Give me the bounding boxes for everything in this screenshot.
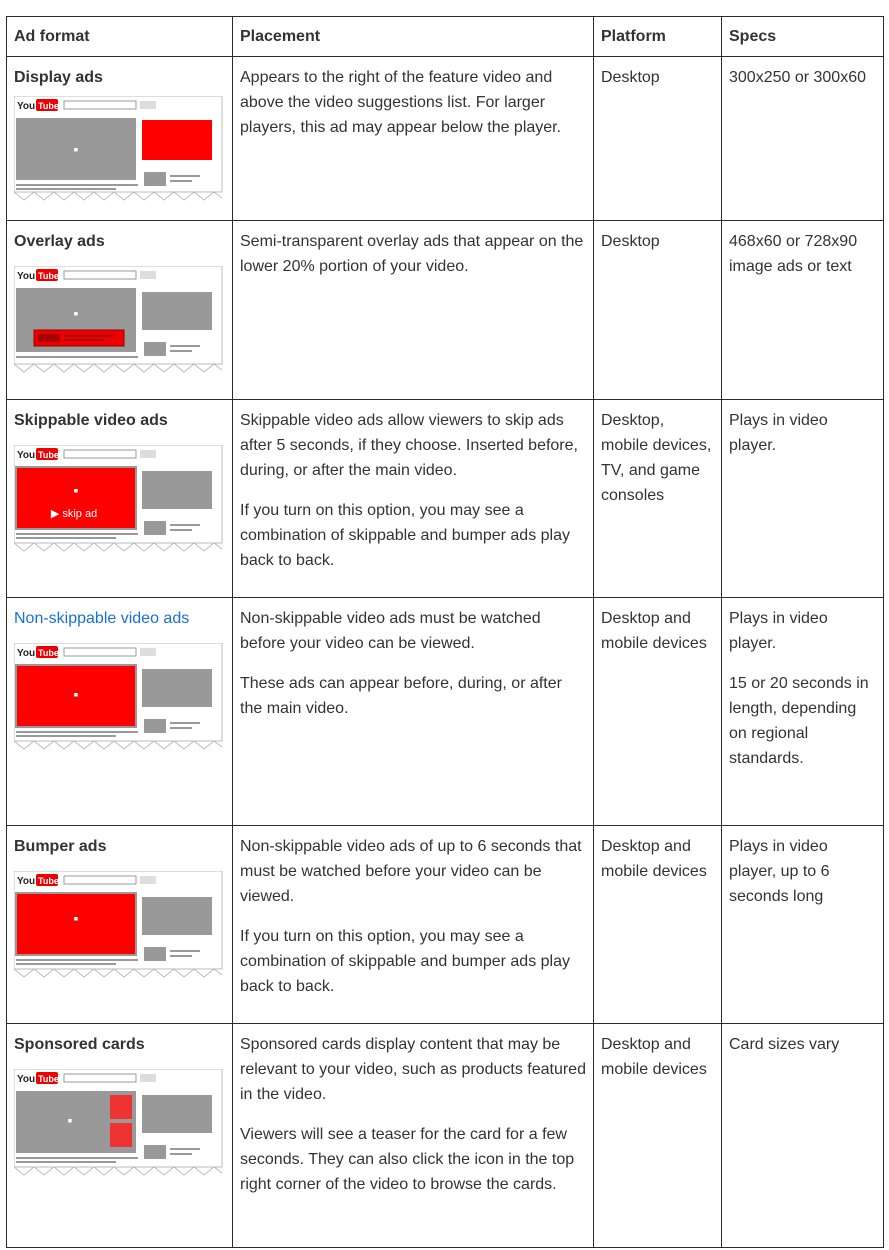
specs-cell: [722, 221, 884, 400]
placement-text: Non-skippable video ads of up to 6 seconds that must be watched before your video can be viewed.: [240, 838, 582, 905]
table-row: [7, 1024, 884, 1248]
placement-text: These ads can appear before, during, or after the main video.: [240, 675, 562, 717]
specs-text: 300x250 or 300x60: [729, 69, 866, 86]
ad-format-cell: [7, 826, 233, 1024]
svg-text:You: You: [17, 1074, 36, 1085]
placement-cell: [233, 400, 594, 598]
specs-text: Plays in video player.: [729, 412, 828, 454]
ad-format-cell: [7, 1024, 233, 1248]
ad-format-cell: [7, 400, 233, 598]
header-platform: Platform: [594, 17, 722, 57]
specs-cell: [722, 598, 884, 826]
svg-text:You: You: [17, 876, 36, 887]
placement-text: Viewers will see a teaser for the card for a few seconds. They can also click the icon in the top right corner of the video to browse the cards.: [240, 1126, 575, 1193]
ad-format-name: Overlay ads: [14, 233, 105, 250]
table-row: [7, 598, 884, 826]
ad-format-cell: [7, 598, 233, 826]
placement-text: If you turn on this option, you may see a combination of skippable and bumper ads play back to back.: [240, 928, 570, 995]
header-ad-format: Ad format: [7, 17, 233, 57]
platform-cell: Desktop and mobile devices: [594, 826, 722, 1024]
specs-cell: [722, 1024, 884, 1248]
non-skippable-ad-illustration: [14, 643, 224, 755]
skippable-ad-illustration: [14, 445, 224, 557]
svg-text:▪: ▪: [73, 482, 79, 498]
table-row: [7, 57, 884, 221]
table-row: [7, 400, 884, 598]
overlay-ad-illustration: [14, 266, 224, 378]
specs-text: Plays in video player, up to 6 seconds long: [729, 838, 830, 905]
specs-cell: [722, 826, 884, 1024]
svg-text:Tube: Tube: [38, 450, 59, 460]
svg-text:Tube: Tube: [38, 101, 59, 111]
specs-text: Card sizes vary: [729, 1036, 840, 1053]
platform-cell: Desktop and mobile devices: [594, 1024, 722, 1248]
svg-text:Tube: Tube: [38, 648, 59, 658]
svg-text:Tube: Tube: [38, 271, 59, 281]
specs-cell: [722, 400, 884, 598]
placement-text: Non-skippable video ads must be watched before your video can be viewed.: [240, 610, 541, 652]
svg-text:You: You: [17, 101, 36, 112]
specs-text: 468x60 or 728x90 image ads or text: [729, 233, 858, 275]
svg-text:▪: ▪: [73, 686, 79, 702]
header-specs: Specs: [722, 17, 884, 57]
svg-text:Tube: Tube: [38, 876, 59, 886]
platform-cell: Desktop: [594, 221, 722, 400]
platform-cell: Desktop, mobile devices, TV, and game consoles: [594, 400, 722, 598]
display-ad-illustration: [14, 96, 224, 204]
ad-format-cell: [7, 57, 233, 221]
specs-text: 15 or 20 seconds in length, depending on regional standards.: [729, 675, 869, 767]
placement-text: If you turn on this option, you may see a combination of skippable and bumper ads play back to back.: [240, 502, 570, 569]
svg-text:You: You: [17, 271, 36, 282]
sponsored-cards-illustration: [14, 1069, 224, 1181]
platform-cell: Desktop and mobile devices: [594, 598, 722, 826]
svg-text:▪: ▪: [73, 141, 79, 157]
skip-ad-label: ▶ skip ad: [50, 508, 98, 520]
ad-format-cell: [7, 221, 233, 400]
non-skippable-link[interactable]: Non-skippable video ads: [14, 610, 190, 627]
placement-text: Skippable video ads allow viewers to skip ads after 5 seconds, if they choose. Inserted before, during, or after the main video.: [240, 412, 578, 479]
header-placement: Placement: [233, 17, 594, 57]
svg-text:You: You: [17, 648, 36, 659]
svg-text:▪: ▪: [73, 305, 79, 321]
placement-cell: [233, 826, 594, 1024]
svg-text:▪: ▪: [67, 1112, 73, 1128]
specs-text: Plays in video player.: [729, 610, 828, 652]
table-row: [7, 826, 884, 1024]
placement-text: Appears to the right of the feature video and above the video suggestions list. For larger players, this ad may appear below the player.: [240, 69, 562, 136]
svg-text:Tube: Tube: [38, 1074, 59, 1084]
svg-text:▪: ▪: [73, 910, 79, 926]
table-row: [7, 221, 884, 400]
placement-cell: [233, 598, 594, 826]
placement-cell: [233, 57, 594, 221]
table-header-row: [7, 17, 884, 57]
ad-format-name: Display ads: [14, 69, 103, 86]
ad-formats-table: [6, 16, 884, 1248]
specs-cell: [722, 57, 884, 221]
svg-text:You: You: [17, 450, 36, 461]
placement-cell: [233, 221, 594, 400]
platform-cell: Desktop: [594, 57, 722, 221]
placement-text: Semi-transparent overlay ads that appear on the lower 20% portion of your video.: [240, 233, 584, 275]
placement-text: Sponsored cards display content that may be relevant to your video, such as products featured in the video.: [240, 1036, 586, 1103]
ad-format-name: Sponsored cards: [14, 1036, 145, 1053]
ad-format-name: Bumper ads: [14, 838, 107, 855]
ad-format-name: Skippable video ads: [14, 412, 168, 429]
bumper-ad-illustration: [14, 871, 224, 983]
placement-cell: [233, 1024, 594, 1248]
